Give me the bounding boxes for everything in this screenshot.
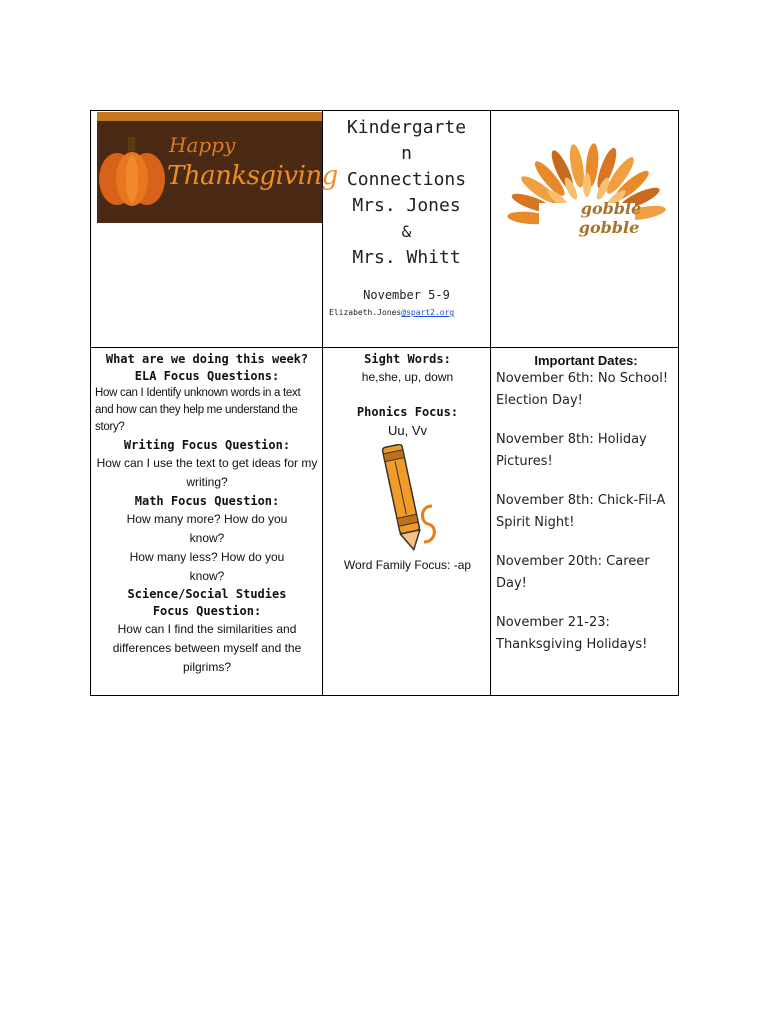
title-cell [323,111,490,347]
phonics-value: Uu, Vv [387,423,427,438]
date-item: November 8th: Holiday Pictures! [496,432,647,469]
thanksgiving-banner [97,112,338,223]
newsletter-table [90,110,679,696]
crayon-icon [324,444,491,556]
teacher-email [329,307,487,318]
banner-thanksgiving-text: Thanksgiving [167,161,338,191]
ela-question: How can I Identify unknown words in a text and how can they help me understand the story? [95,387,301,433]
title-line: Kindergarte [346,117,467,138]
pumpkin-icon [97,131,167,211]
date-item: November 21-23: Thanksgiving Holidays! [496,615,648,652]
week-dates: November 5-9 [363,288,450,302]
math-question-1: How many more? How do you know? [126,512,288,545]
science-heading: Science/Social Studies Focus Question: [127,587,287,618]
sight-words-value: he,she, up, down [361,370,454,384]
science-question: How can I find the similarities and differences between myself and the pilgrims? [112,622,302,674]
banner-happy-text: Happy [169,133,236,157]
important-dates-column [496,351,676,673]
focus-questions-column [95,351,319,677]
page-title [323,115,490,271]
week-heading: What are we doing this week? [105,352,309,366]
date-item: November 8th: Chick-Fil-A Spirit Night! [496,493,666,530]
sight-words-heading: Sight Words: [364,352,451,366]
date-item: November 6th: No School! Election Day! [496,371,669,408]
row-divider [91,347,678,348]
math-question-2: How many less? How do you know? [129,550,285,583]
important-dates-heading: Important Dates: [534,353,638,368]
letter-s-icon [422,506,434,542]
phonics-column [324,351,491,575]
email-domain-link[interactable]: @spart2.org [401,308,455,317]
turkey-icon [491,111,679,347]
email-user: Elizabeth.Jones [329,308,402,317]
gobble-text-2: gobble [578,218,640,237]
title-line: Mrs. Jones [352,195,461,216]
title-line: & [401,222,412,241]
ela-heading: ELA Focus Questions: [134,369,280,383]
math-heading: Math Focus Question: [134,494,280,508]
title-line: Connections [346,169,467,190]
date-item: November 20th: Career Day! [496,554,650,591]
writing-question: How can I use the text to get ideas for my writing? [96,456,318,489]
turkey-cell [491,111,679,347]
title-line: Mrs. Whitt [352,247,461,268]
phonics-heading: Phonics Focus: [356,405,459,419]
gobble-text-1: gobble [580,199,642,218]
writing-heading: Writing Focus Question: [123,438,291,452]
title-line: n [401,143,412,164]
word-family-value: Word Family Focus: -ap [343,558,472,572]
